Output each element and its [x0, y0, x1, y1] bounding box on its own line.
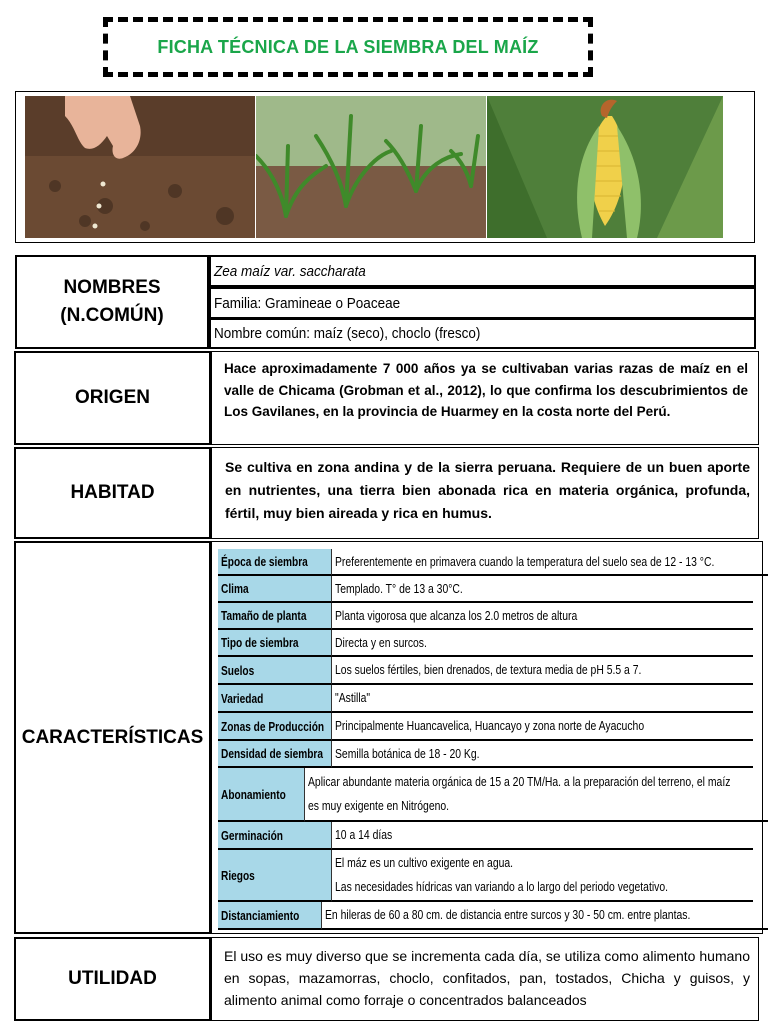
caracteristicas-label: CARACTERÍSTICAS	[21, 726, 204, 748]
row-key: Abonamiento	[218, 768, 305, 822]
row-key: Clima	[218, 576, 332, 603]
corn-cob-photo	[487, 96, 723, 238]
table-row	[218, 576, 753, 603]
utilidad-text: El uso es muy diverso que se incrementa cada día, se utiliza como alimento humano en sopas, mazamorras, choclo, confitados, pan, tostados, Chicha y guisos, y alimento animal como forraje o concentrados balanceados	[224, 948, 750, 1008]
table-row	[218, 768, 753, 822]
scientific-name: Zea maíz var. saccharata	[214, 262, 366, 280]
family-name: Familia: Gramineae o Poaceae	[214, 294, 401, 312]
table-row	[218, 822, 753, 850]
habitat-label: HABITAD	[70, 482, 155, 503]
row-value: El máz es un cultivo exigente en agua. Las necesidades hídricas van variando a lo largo del periodo vegetativo.	[332, 850, 753, 902]
table-row	[218, 657, 753, 685]
maize-seedlings-photo	[256, 96, 486, 238]
table-row	[218, 685, 753, 713]
utilidad-label-cell	[14, 937, 211, 1021]
caracteristicas-label-cell	[14, 541, 211, 934]
photo-strip	[15, 91, 755, 243]
title-box	[103, 17, 593, 77]
row-key: Variedad	[218, 685, 332, 713]
row-value: Principalmente Huancavelica, Huancayo y zona norte de Ayacucho	[332, 713, 753, 741]
row-key: Suelos	[218, 657, 332, 685]
row-value: Templado. T° de 13 a 30°C.	[332, 576, 753, 603]
table-row	[218, 741, 753, 768]
row-key: Riegos	[218, 850, 332, 902]
row-key: Germinación	[218, 822, 332, 850]
row-key: Distanciamiento	[218, 902, 322, 930]
page-title: FICHA TÉCNICA DE LA SIEMBRA DEL MAÍZ	[157, 36, 539, 57]
habitat-text: Se cultiva en zona andina y de la sierra peruana. Requiere de un buen aporte en nutrientes, una tierra bien abonada rica en materia orgánica, profunda, fértil, muy bien aireada y rica en humus.	[225, 459, 750, 521]
nombres-label-cell	[15, 255, 209, 349]
habitat-label-cell	[14, 447, 211, 539]
table-row	[218, 850, 753, 902]
origen-label: ORIGEN	[75, 387, 150, 408]
row-value: Preferentemente en primavera cuando la temperatura del suelo sea de 12 - 13 °C.	[332, 549, 768, 576]
row-value: Planta vigorosa que alcanza los 2.0 metros de altura	[332, 603, 753, 630]
row-value: Aplicar abundante materia orgánica de 15 a 20 TM/Ha. a la preparación del terreno, el maíz es muy exigente en Nitrógeno.	[305, 768, 768, 822]
row-key: Tipo de siembra	[218, 630, 332, 657]
family-row	[209, 287, 756, 319]
table-row	[218, 630, 753, 657]
nombres-label: NOMBRES (N.COMÚN)	[60, 277, 164, 326]
common-name-row	[209, 318, 756, 349]
habitat-text-cell	[211, 447, 759, 539]
table-row	[218, 603, 753, 630]
table-row	[218, 902, 753, 930]
row-value: Los suelos fértiles, bien drenados, de textura media de pH 5.5 a 7.	[332, 657, 753, 685]
row-value: En hileras de 60 a 80 cm. de distancia entre surcos y 30 - 50 cm. entre plantas.	[322, 902, 768, 930]
row-value: "Astilla"	[332, 685, 753, 713]
hand-sowing-seeds-photo	[25, 96, 255, 238]
origen-text: Hace aproximadamente 7 000 años ya se cultivaban varias razas de maíz en el valle de Chicama (Grobman et al., 2012), lo que confirma los descubrimientos de Los Gavilanes, en la provincia de Huarmey en la costa norte del Perú.	[224, 361, 748, 419]
scientific-name-row	[209, 255, 756, 287]
row-value: Directa y en surcos.	[332, 630, 753, 657]
origen-label-cell	[14, 351, 211, 445]
common-name: Nombre común: maíz (seco), choclo (fresco)	[214, 325, 481, 342]
table-row	[218, 713, 753, 741]
row-key: Zonas de Producción	[218, 713, 332, 741]
row-key: Densidad de siembra	[218, 741, 332, 768]
table-row	[218, 549, 753, 576]
row-key: Tamaño de planta	[218, 603, 332, 630]
utilidad-label: UTILIDAD	[68, 968, 157, 989]
row-key: Época de siembra	[218, 549, 332, 576]
row-value: 10 a 14 días	[332, 822, 753, 850]
utilidad-text-cell	[211, 937, 759, 1021]
row-value: Semilla botánica de 18 - 20 Kg.	[332, 741, 753, 768]
origen-text-cell	[211, 351, 759, 445]
